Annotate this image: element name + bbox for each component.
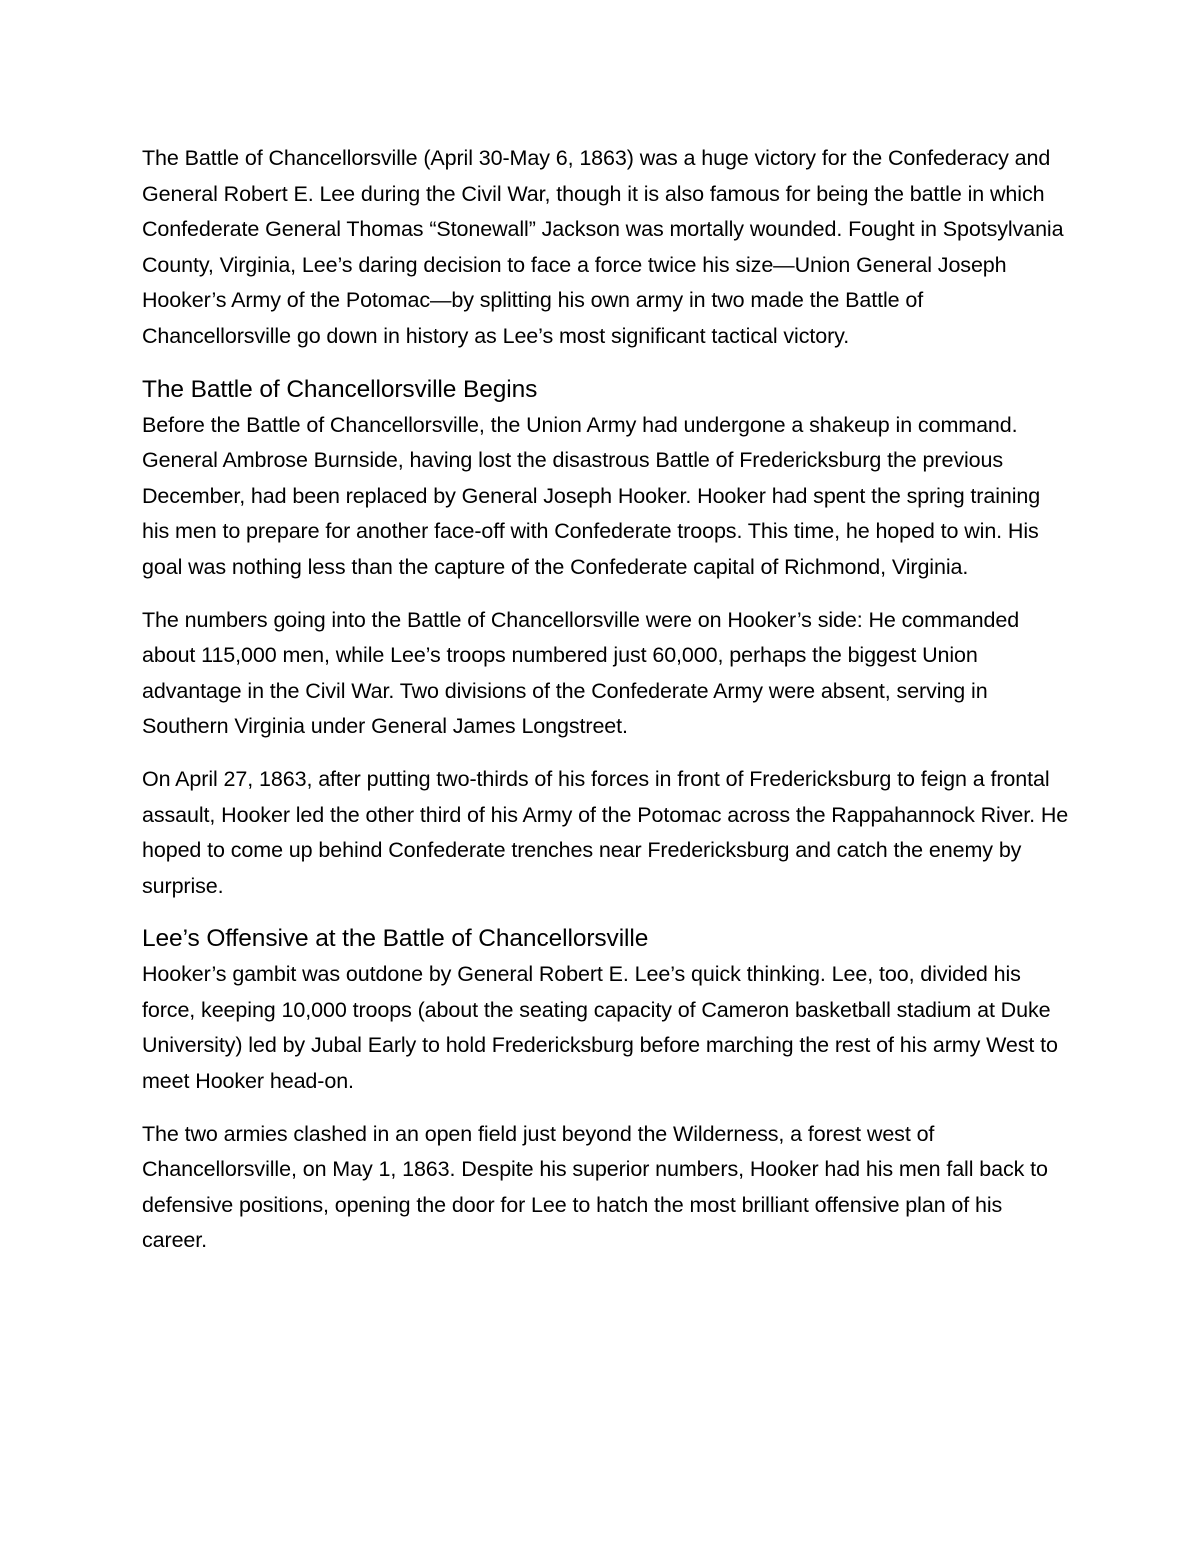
paragraph: On April 27, 1863, after putting two-thirds of his forces in front of Fredericksburg to feign a frontal assault, Hooker led the other third of his Army of the Potomac across the Rappahannock River. He hoped to come up behind Confederate trenches near Fredericksburg and catch the enemy by surprise. [142,766,1069,898]
paragraph: Hooker’s gambit was outdone by General Robert E. Lee’s quick thinking. Lee, too, divided his force, keeping 10,000 troops (about the seating capacity of Cameron basketball stadium at Duke University) led by Jubal Early to hold Fredericksburg before marching the rest of his army West to meet Hooker head-on. [142,962,1058,1094]
section-heading-lees-offensive: Lee’s Offensive at the Battle of Chancellorsville [142,925,649,953]
paragraph: The numbers going into the Battle of Chancellorsville were on Hooker’s side: He commanded about 115,000 men, while Lee’s troops numbered just 60,000, perhaps the biggest Union advantage in the Civil War. Two divisions of the Confederate Army were absent, serving in Southern Virginia under General James Longstreet. [142,607,1020,739]
document-body [142,141,1072,1276]
paragraph: The two armies clashed in an open field just beyond the Wilderness, a forest west of Chancellorsville, on May 1, 1863. Despite his superior numbers, Hooker had his men fall back to defensive positions, opening the door for Lee to hatch the most brilliant offensive plan of his career. [142,1121,1048,1253]
paragraph: Before the Battle of Chancellorsville, the Union Army had undergone a shakeup in command. General Ambrose Burnside, having lost the disastrous Battle of Fredericksburg the previous December, had been replaced by General Joseph Hooker. Hooker had spent the spring training his men to prepare for another face-off with Confederate troops. This time, he hoped to win. His goal was nothing less than the capture of the Confederate capital of Richmond, Virginia. [142,412,1041,579]
section-heading-battle-begins: The Battle of Chancellorsville Begins [142,375,538,403]
intro-paragraph: The Battle of Chancellorsville (April 30-May 6, 1863) was a huge victory for the Confederacy and General Robert E. Lee during the Civil War, though it is also famous for being the battle in which Confederate General Thomas “Stonewall” Jackson was mortally wounded. Fought in Spotsylvania County, Virginia, Lee’s daring decision to face a force twice his size—Union General Joseph Hooker’s Army of the Potomac—by splitting his own army in two made the Battle of Chancellorsville go down in history as Lee’s most significant tactical victory. [142,146,1064,348]
